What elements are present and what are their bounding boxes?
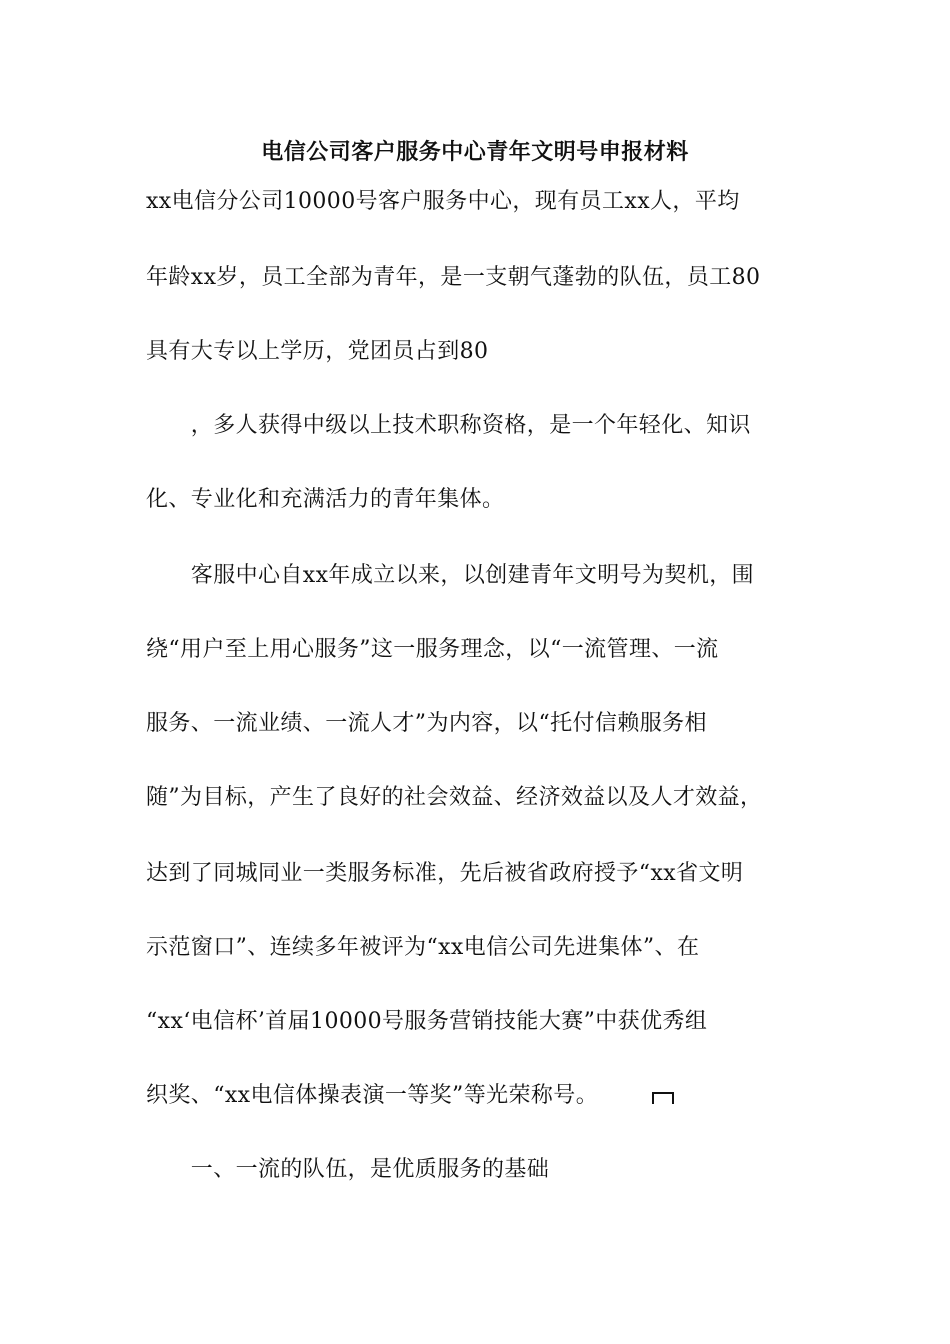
paragraph-line: 示范窗口”、连续多年被评为“xx电信公司先进集体”、在 — [146, 935, 700, 960]
paragraph-line: 绕“用户至上用心服务”这一服务理念，以“一流管理、一流 — [146, 637, 719, 662]
paragraph-line: 客服中心自xx年成立以来，以创建青年文明号为契机，围 — [146, 563, 755, 588]
section-heading: 一、一流的队伍，是优质服务的基础 — [146, 1157, 550, 1182]
document-title: 电信公司客户服务中心青年文明号申报材料 — [261, 139, 689, 165]
paragraph-line: 化、专业化和充满活力的青年集体。 — [146, 487, 505, 512]
paragraph-line: “xx‘电信杯’首届10000号服务营销技能大赛”中获优秀组 — [146, 1009, 708, 1034]
paragraph-line: 随”为目标，产生了良好的社会效益、经济效益以及人才效益， — [146, 785, 763, 810]
paragraph-line: 服务、一流业绩、一流人才”为内容，以“托付信赖服务相 — [146, 711, 707, 736]
paragraph-line: ，多人获得中级以上技术职称资格，是一个年轻化、知识 — [146, 413, 751, 438]
paragraph-line: 织奖、“xx电信体操表演一等奖”等光荣称号。 — [146, 1083, 599, 1108]
paragraph-line: 具有大专以上学历，党团员占到80 — [146, 339, 489, 364]
paragraph-line: 年龄xx岁，员工全部为青年，是一支朝气蓬勃的队伍，员工80 — [146, 265, 761, 290]
paragraph-line: xx电信分公司10000号客户服务中心，现有员工xx人，平均 — [146, 189, 740, 214]
text-cursor-mark-icon — [652, 1092, 674, 1104]
paragraph-line: 达到了同城同业一类服务标准，先后被省政府授予“xx省文明 — [146, 861, 744, 886]
